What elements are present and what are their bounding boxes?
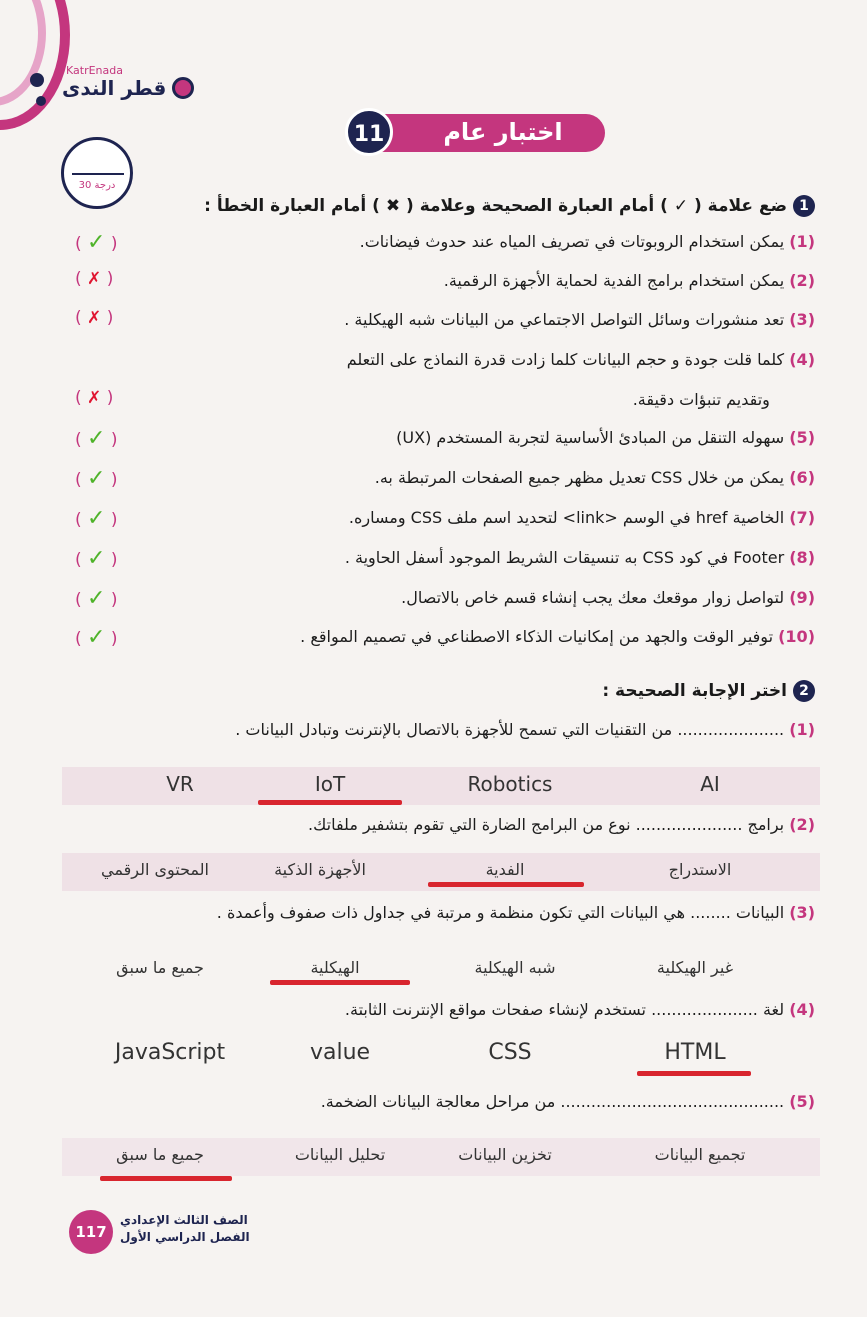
page-number: 117 — [69, 1210, 113, 1254]
q2-instruction: اختر الإجابة الصحيحة : — [602, 681, 787, 701]
brand-name: قطر الندى — [62, 76, 167, 100]
score-text: 30 درجة — [78, 180, 116, 191]
mcq-option-selected[interactable]: جميع ما سبق — [116, 1145, 204, 1164]
mcq-stem-text: ............................................ من مراحل معالجة البيانات الضخمة. — [320, 1092, 785, 1111]
mcq-option[interactable]: الأجهزة الذكية — [274, 860, 366, 879]
tf-item-text: يمكن استخدام برامج الفدية لحماية الأجهزة الرقمية. — [443, 271, 785, 290]
exam-number: 11 — [345, 108, 393, 156]
brand-sub: KatrEnada — [66, 64, 123, 77]
mcq-option[interactable]: value — [309, 1040, 371, 1065]
tf-answer: ( ✓ ) — [75, 506, 118, 531]
mcq-stem-text: ..................... من التقنيات التي تسمح للأجهزة بالاتصال بالإنترنت وتبادل البيانات . — [235, 720, 785, 739]
score-line — [72, 173, 124, 175]
check-mark-icon: ✓ — [87, 586, 106, 611]
cross-mark-icon: ✗ — [87, 388, 102, 408]
tf-item-continuation — [75, 390, 815, 420]
tf-item-text: وتقديم تنبؤات دقيقة. — [632, 390, 770, 409]
tf-item — [75, 271, 815, 301]
tf-item-text: يمكن من خلال CSS تعديل مظهر جميع الصفحات المرتبطة به. — [374, 468, 785, 487]
tf-item-text: سهوله التنقل من المبادئ الأساسية لتجربة المستخدم (UX) — [396, 428, 785, 447]
tf-item-text: تعد منشورات وسائل التواصل الاجتماعي من البيانات شبه الهيكلية . — [344, 310, 785, 329]
q2-header — [602, 680, 815, 702]
mcq-option[interactable]: JavaScript — [114, 1040, 226, 1065]
mcq-option[interactable]: المحتوى الرقمي — [101, 860, 209, 879]
footer-grade: الصف الثالث الإعدادي — [120, 1213, 248, 1227]
tf-answer: ( ✓ ) — [75, 230, 118, 255]
q1-header — [204, 195, 815, 217]
mcq-option-selected[interactable]: IoT — [314, 772, 346, 796]
tf-item-number: (7) — [789, 508, 815, 527]
mcq-option-selected[interactable]: الفدية — [485, 860, 525, 879]
mcq-number: (4) — [789, 1000, 815, 1019]
tf-answer: ( ✗ ) — [75, 269, 114, 289]
mcq-number: (2) — [789, 815, 815, 834]
tf-item-number: (6) — [789, 468, 815, 487]
tf-answer: ( ✓ ) — [75, 586, 118, 611]
mcq-option[interactable]: تخزين البيانات — [458, 1145, 552, 1164]
tf-item-number: (4) — [789, 350, 815, 369]
mcq-stem-text: لغة ..................... تستخدم لإنشاء صفحات مواقع الإنترنت الثابتة. — [344, 1000, 785, 1019]
tf-item-text: كلما قلت جودة و حجم البيانات كلما زادت قدرة النماذج على التعلم — [346, 350, 785, 369]
mcq-option-selected[interactable]: الهيكلية — [310, 958, 360, 977]
footer-caption — [120, 1212, 250, 1246]
tf-answer: ( ✓ ) — [75, 546, 118, 571]
cross-mark-icon: ✗ — [87, 269, 102, 289]
tf-item-text: توفير الوقت والجهد من إمكانيات الذكاء الاصطناعي في تصميم المواقع . — [300, 627, 774, 646]
brand-mark-icon — [172, 77, 194, 99]
mcq-stem — [35, 815, 815, 834]
check-mark-icon: ✓ — [87, 426, 106, 451]
check-mark-icon: ✓ — [87, 625, 106, 650]
answer-underline — [258, 800, 402, 805]
check-mark-icon: ✓ — [87, 546, 106, 571]
tf-item — [75, 508, 815, 538]
mcq-stem-text: البيانات ........ هي البيانات التي تكون منظمة و مرتبة في جداول ذات صفوف وأعمدة . — [216, 903, 785, 922]
mcq-stem — [35, 1092, 815, 1111]
check-mark-icon: ✓ — [87, 466, 106, 491]
page-title: اختبار عام — [443, 118, 563, 146]
answer-underline — [100, 1176, 232, 1181]
mcq-option[interactable]: AI — [700, 772, 720, 796]
decor-dot — [36, 96, 46, 106]
mcq-number: (5) — [789, 1092, 815, 1111]
mcq-option[interactable]: الاستدراج — [668, 860, 732, 879]
tf-answer: ( ✓ ) — [75, 426, 118, 451]
mcq-option[interactable]: تحليل البيانات — [294, 1145, 386, 1164]
check-mark-icon: ✓ — [87, 506, 106, 531]
tf-answer: ( ✓ ) — [75, 625, 118, 650]
decor-dot — [30, 73, 44, 87]
check-mark-icon: ✓ — [87, 230, 106, 255]
tf-item-text: يمكن استخدام الروبوتات في تصريف المياه عند حدوث فيضانات. — [359, 232, 785, 251]
footer-term: الفصل الدراسي الأول — [120, 1230, 250, 1244]
mcq-stem — [35, 720, 815, 739]
tf-item — [75, 468, 815, 498]
tf-item-number: (5) — [789, 428, 815, 447]
q1-number: 1 — [793, 195, 815, 217]
tf-item-number: (1) — [789, 232, 815, 251]
title-banner — [345, 108, 605, 156]
brand-logo — [62, 76, 194, 100]
mcq-number: (3) — [789, 903, 815, 922]
score-badge — [61, 137, 133, 209]
tf-item-text: Footer في كود CSS به تنسيقات الشريط الموجود أسفل الحاوية . — [344, 548, 785, 567]
tf-item-number: (10) — [778, 627, 815, 646]
mcq-option[interactable]: VR — [166, 772, 194, 796]
mcq-option[interactable]: غير الهيكلية — [656, 958, 734, 977]
answer-underline — [428, 882, 584, 887]
tf-item-number: (9) — [789, 588, 815, 607]
mcq-stem-text: برامج ..................... نوع من البرامج الضارة التي تقوم بتشفير ملفاتك. — [308, 815, 785, 834]
tf-item-number: (3) — [789, 310, 815, 329]
mcq-stem — [35, 1000, 815, 1019]
mcq-option[interactable]: تجميع البيانات — [654, 1145, 746, 1164]
tf-item-text: الخاصية href في الوسم <link> لتحديد اسم ملف CSS ومساره. — [348, 508, 785, 527]
mcq-option[interactable]: Robotics — [467, 772, 553, 796]
answer-underline — [637, 1071, 751, 1076]
tf-item — [75, 588, 815, 618]
tf-item — [75, 548, 815, 578]
tf-item-number: (2) — [789, 271, 815, 290]
tf-item-number: (8) — [789, 548, 815, 567]
tf-item-text: لتواصل زوار موقعك معك يجب إنشاء قسم خاص بالاتصال. — [401, 588, 785, 607]
cross-mark-icon: ✗ — [87, 308, 102, 328]
tf-answer: ( ✗ ) — [75, 308, 114, 328]
mcq-stem — [35, 903, 815, 922]
mcq-option-selected[interactable]: HTML — [664, 1040, 726, 1065]
mcq-option[interactable]: CSS — [488, 1040, 532, 1065]
answer-underline — [270, 980, 410, 985]
tf-item — [75, 428, 815, 458]
q2-number: 2 — [793, 680, 815, 702]
mcq-option[interactable]: شبه الهيكلية — [474, 958, 556, 977]
tf-item — [75, 310, 815, 340]
tf-item — [75, 627, 815, 657]
mcq-number: (1) — [789, 720, 815, 739]
tf-answer: ( ✓ ) — [75, 466, 118, 491]
mcq-option[interactable]: جميع ما سبق — [116, 958, 204, 977]
tf-item — [75, 232, 815, 262]
tf-item — [75, 350, 815, 380]
q1-instruction: ضع علامة ( ✓ ) أمام العبارة الصحيحة وعلامة ( ✖ ) أمام العبارة الخطأ : — [204, 196, 787, 216]
tf-answer: ( ✗ ) — [75, 388, 114, 408]
